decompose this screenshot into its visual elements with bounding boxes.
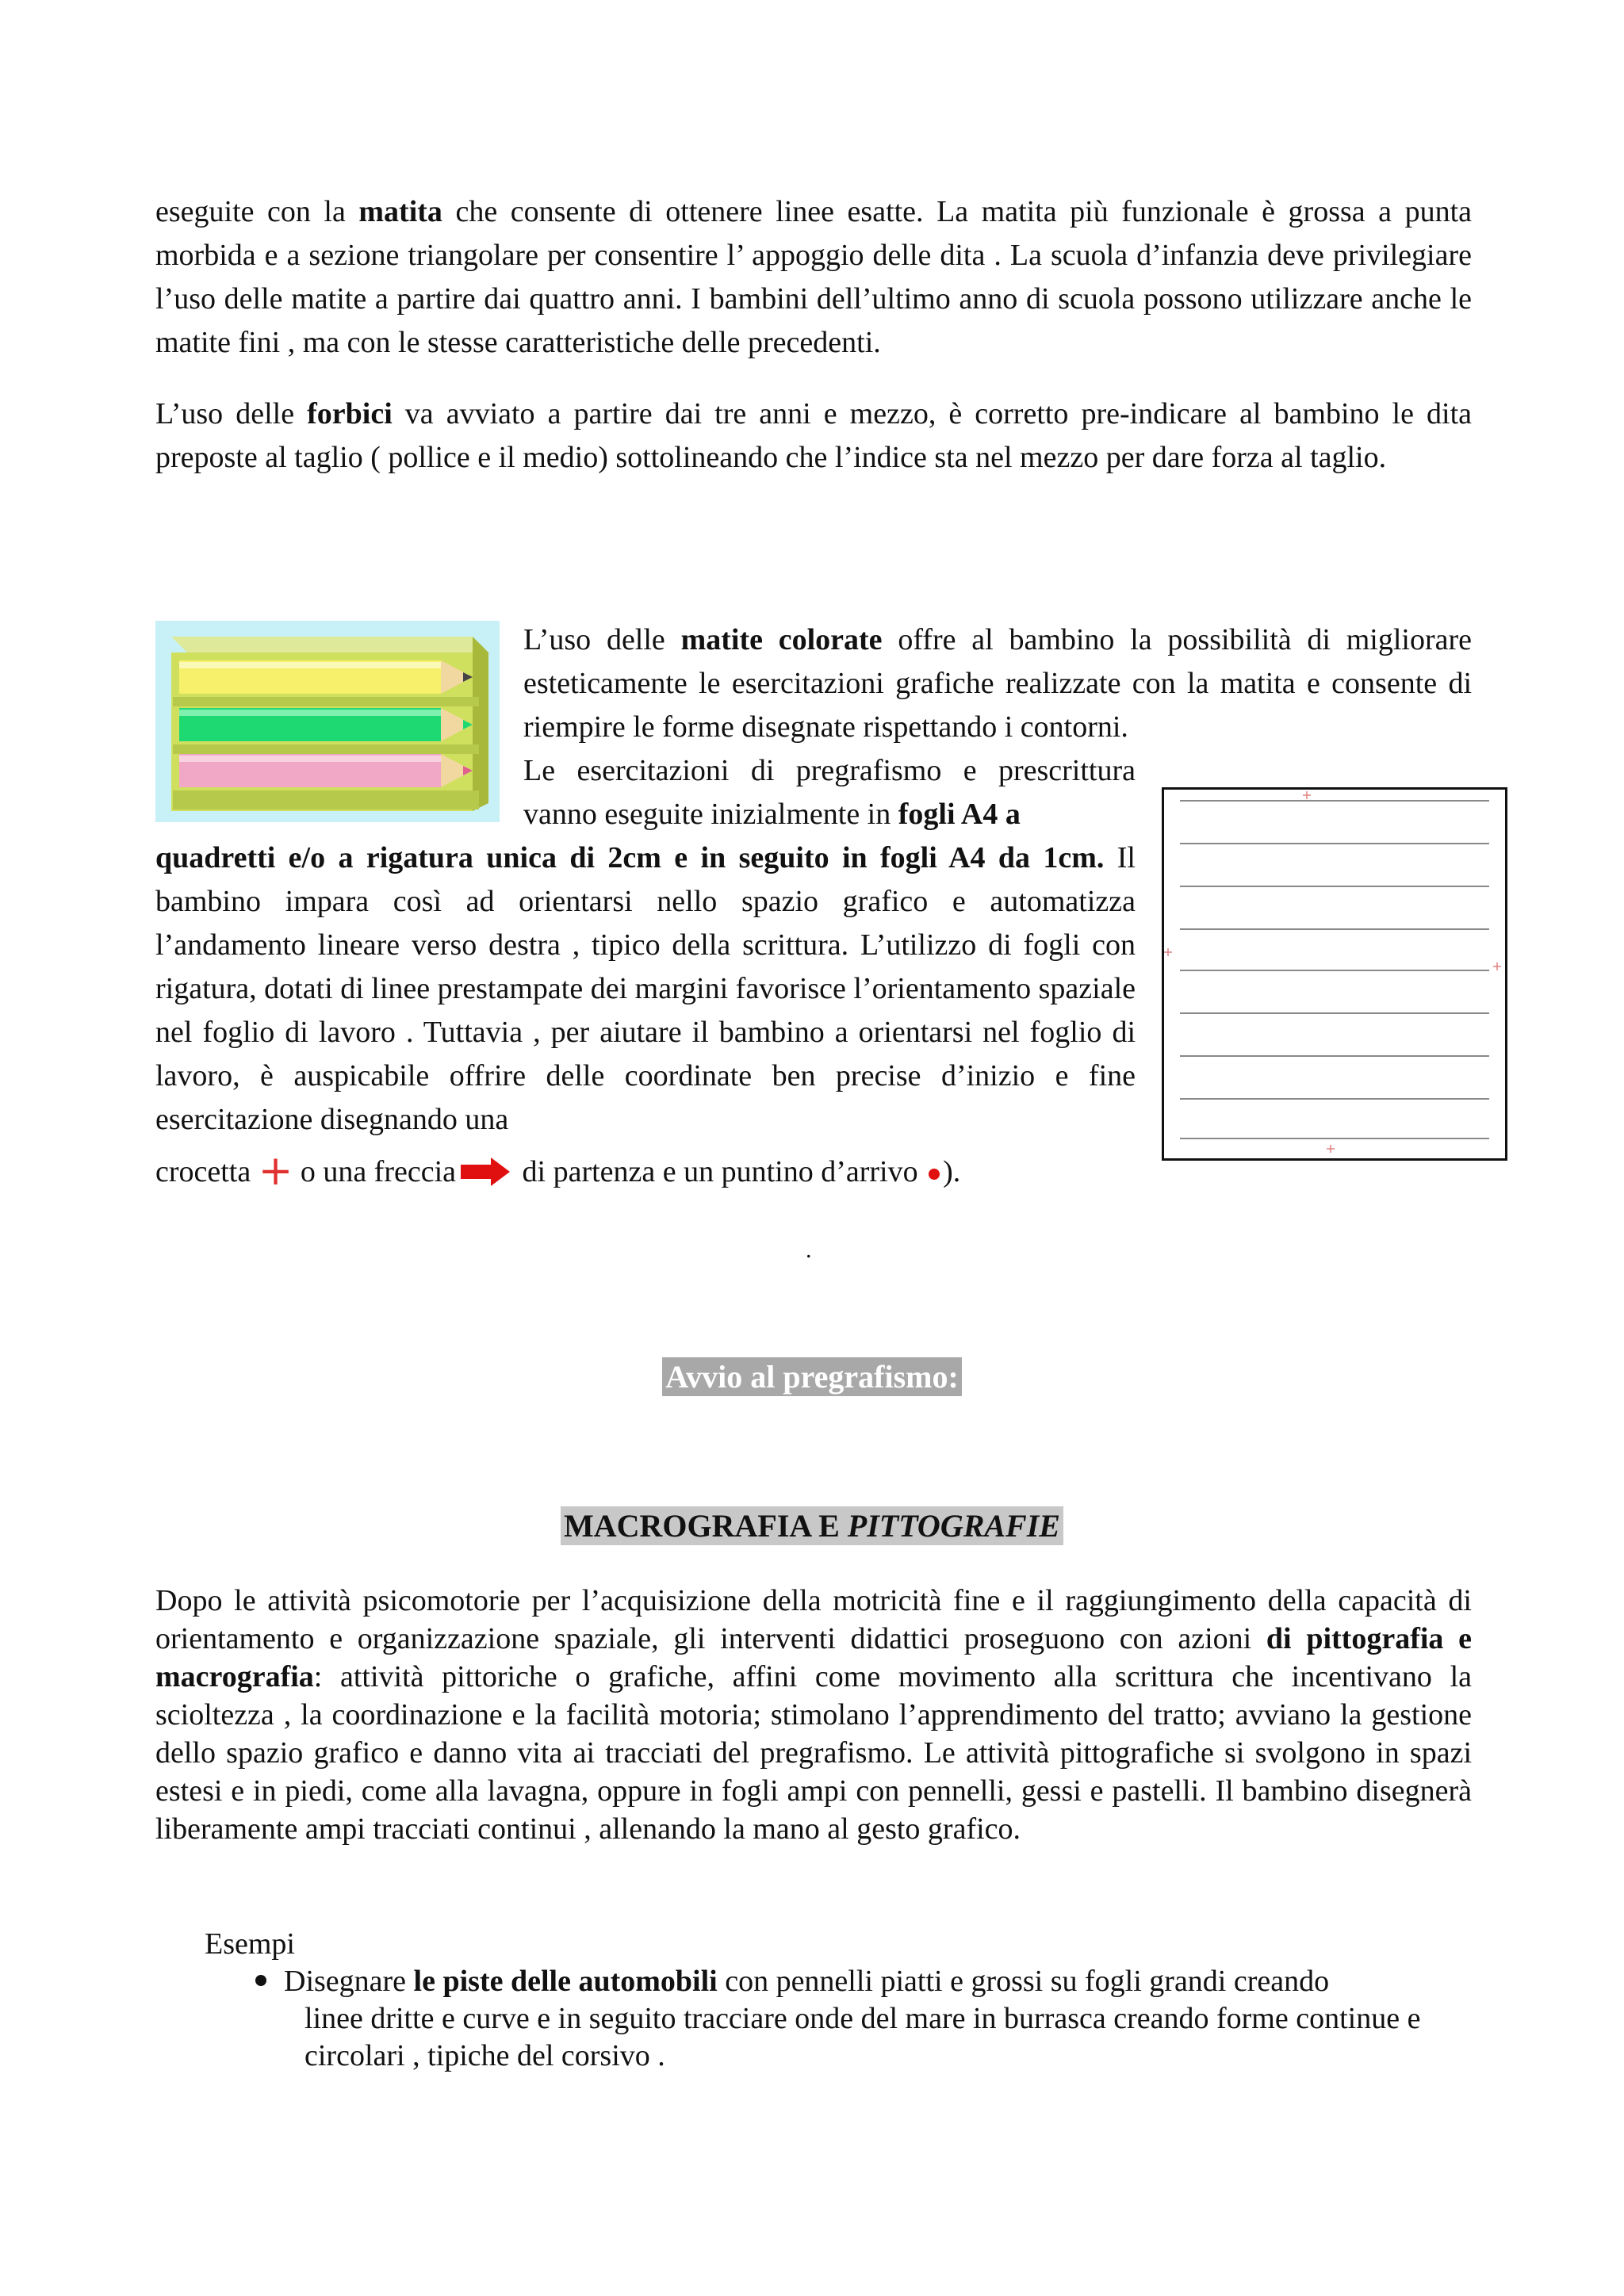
colored-pencils-image	[155, 621, 500, 822]
lined-sheet-illustration	[1164, 790, 1505, 1158]
bold-quadretti: quadretti e/o a rigatura unica di 2cm e in seguito in fogli A4 da 1cm.	[155, 841, 1105, 874]
paragraph-esercitazioni: Le esercitazioni di pregrafismo e prescrittura vanno eseguite inizialmente in fogli A4 a	[523, 754, 1136, 831]
bold-pittografia: di pittografia e macrografia	[155, 1622, 1472, 1693]
dot-separator: .	[806, 1237, 812, 1263]
section-label: Avvio al pregrafismo:	[0, 1358, 1624, 1395]
pencils-illustration	[155, 621, 500, 822]
bold-matita: matita	[358, 195, 442, 228]
paragraph-matite-colorate: L’uso delle matite colorate offre al bambino la possibilità di migliorare esteticamente le esercitazioni grafiche realizzate con la matita e consente di riempire le forme disegnate rispettando i contorni.	[523, 623, 1473, 744]
bold-fogli-a4: fogli A4 a	[898, 798, 1021, 831]
bullet-icon	[255, 1975, 266, 1986]
lined-sheet-image	[1162, 787, 1507, 1161]
section-title: MACROGRAFIA E PITTOGRAFIE	[0, 1507, 1624, 1544]
bold-matite-colorate: matite colorate	[680, 623, 883, 656]
bold-forbici: forbici	[307, 397, 393, 430]
list-item: Disegnare le piste delle automobili con pennelli piatti e grossi su fogli grandi creando linee dritte e curve e in seguito tracciare onde del mare in burrasca creando forme continue e circolari , tipiche del corsivo .	[252, 1963, 1426, 2075]
examples-heading: Esempi	[205, 1927, 295, 1961]
paragraph-macrografia: Dopo le attività psicomotorie per l’acquisizione della motricità fine e il raggiungimento della capacità di orientamento e organizzazione spaziale, gli interventi didattici proseguono con azioni di pittografia e macrografia: attività pittoriche o grafiche, affini come movimento alla scrittura che incentivano la scioltezza , la coordinazione e la facilità motoria; stimolano l’apprendimento del tratto; avviano la gestione dello spazio grafico e danno vita ai tracciati del pregrafismo. Le attività pittografiche si svolgono in spazi estesi e in piedi, come alla lavagna, oppure in fogli ampi con pennelli, gessi e pastelli. Il bambino disegnerà liberamente ampi tracciati continui , allenando la mano al gesto grafico.	[155, 1584, 1472, 1846]
paragraph-quadretti: quadretti e/o a rigatura unica di 2cm e in seguito in fogli A4 da 1cm. Il bambino impara così ad orientarsi nello spazio grafico e automatizza l’andamento lineare verso destra , tipico della scrittura. L’utilizzo di fogli con rigatura, dotati di linee prestampate dei margini favorisce l’orientamento spaziale nel foglio di lavoro . Tuttavia , per aiutare il bambino a orientarsi nel foglio di lavoro, è auspicabile offrire delle coordinate ben precise d’inizio e fine esercitazione disegnando una	[155, 841, 1136, 1136]
paragraph-forbici: L’uso delle forbici va avviato a partire dai tre anni e mezzo, è corretto pre-indicare al bambino le dita preposte al taglio ( pollice e il medio) sottolineando che l’indice sta nel mezzo per dare forza al taglio.	[155, 397, 1473, 474]
paragraph-crocetta: crocetta + o una freccia di partenza e un puntino d’arrivo ).	[155, 1147, 961, 1195]
arrow-right-icon	[461, 1158, 510, 1186]
dot-icon	[929, 1169, 940, 1180]
examples-list	[220, 1963, 1426, 2075]
paragraph-matita: eseguite con la matita che consente di ottenere linee esatte. La matita più funzionale è grossa a punta morbida e a sezione triangolare per consentire l’ appoggio delle dita . La scuola d’infanzia deve privilegiare l’uso delle matite a partire dai quattro anni. I bambini dell’ultimo anno di scuola possono utilizzare anche le matite fini , ma con le stesse caratteristiche delle precedenti.	[155, 195, 1473, 359]
plus-icon: +	[258, 1147, 293, 1195]
